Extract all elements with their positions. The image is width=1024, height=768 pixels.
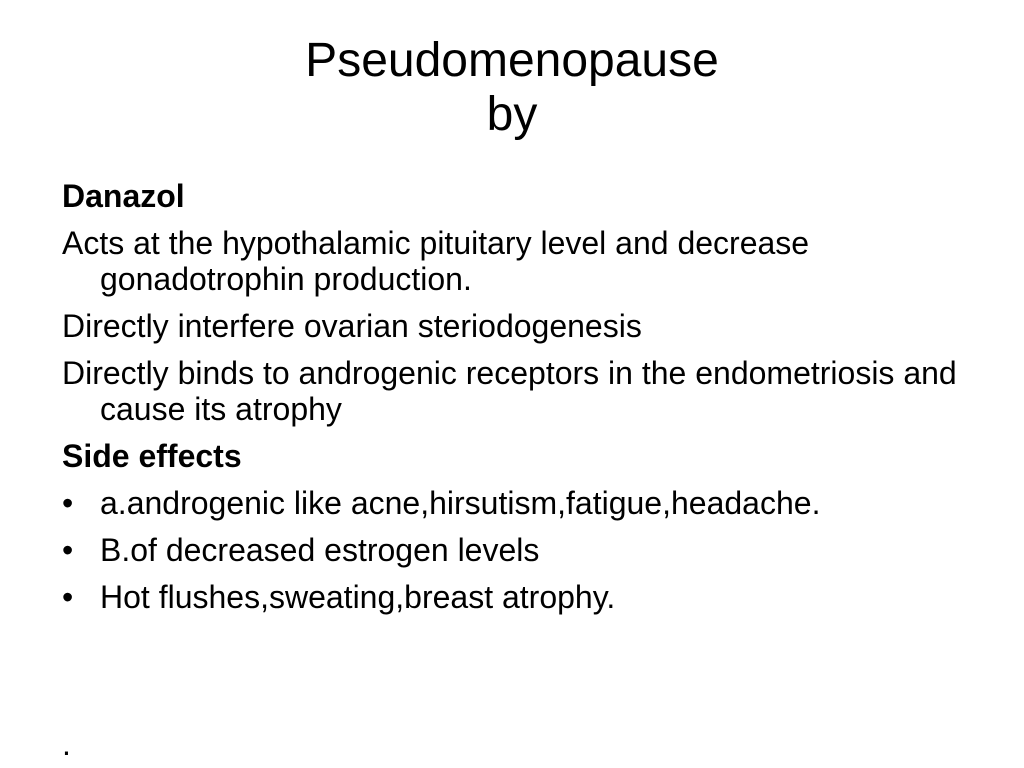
paragraph-androgenic-receptors: Directly binds to androgenic receptors in the endometriosis and cause its atrophy — [62, 355, 957, 427]
bullet-text: B.of decreased estrogen levels — [100, 532, 540, 568]
bullet-text: Hot flushes,sweating,breast atrophy. — [100, 579, 616, 615]
bullet-icon: • — [62, 579, 74, 615]
title-line-1: Pseudomenopause — [305, 34, 719, 87]
paragraph-ovarian-interference: Directly interfere ovarian steriodogenesis — [62, 308, 642, 344]
bullet-icon: • — [62, 485, 74, 521]
slide-body — [62, 178, 962, 626]
list-item — [62, 579, 962, 615]
title-line-2: by — [486, 88, 538, 141]
slide-title — [0, 34, 1024, 142]
list-item — [62, 532, 962, 568]
heading-side-effects: Side effects — [62, 438, 242, 474]
bullet-text: a.androgenic like acne,hirsutism,fatigue,headache. — [100, 485, 821, 521]
heading-danazol: Danazol — [62, 178, 185, 214]
list-item — [62, 485, 962, 521]
paragraph-hypothalamic-action: Acts at the hypothalamic pituitary level and decrease gonadotrophin production. — [62, 225, 810, 297]
trailing-mark: . — [62, 726, 71, 762]
bullet-icon: • — [62, 532, 74, 568]
